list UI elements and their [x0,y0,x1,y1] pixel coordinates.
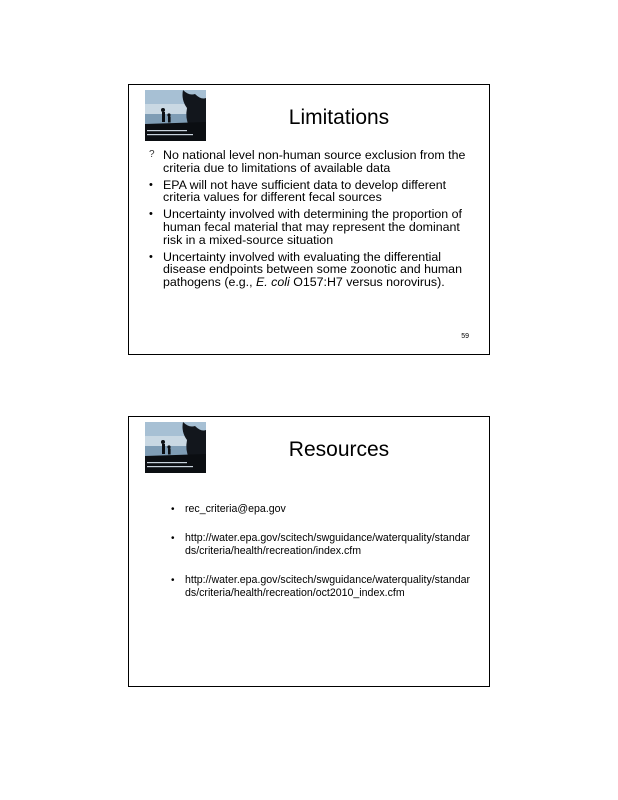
bullet-item [149,149,481,175]
slide-resources [128,416,490,687]
resource-link-item[interactable] [171,532,471,558]
lake-logo-image [145,422,206,473]
bullet-marker: • [171,504,175,515]
lake-logo-image [145,90,206,141]
bullet-marker: • [171,533,175,544]
slide-title: Limitations [288,106,390,129]
bullet-marker: • [171,575,175,586]
bullet-text: EPA will not have sufficient data to develop different criteria values for different fecal sources [163,177,447,205]
bullet-marker: • [149,178,153,191]
resource-link-list [171,503,471,616]
resource-link-item[interactable] [171,574,471,600]
bullet-marker: • [149,250,153,263]
url-link[interactable]: http://water.epa.gov/scitech/swguidance/waterquality/standards/criteria/health/recreation/index.cfm [185,532,471,557]
resource-link-item[interactable] [171,503,471,516]
bullet-marker: ? [149,149,155,160]
bullet-list [149,149,481,293]
bullet-item [149,208,481,246]
page-number: 59 [461,333,469,340]
bullet-text-start: Uncertainty involved with evaluating the differential disease endpoints between some zoonotic and human pathogens (e.g., [163,249,462,290]
bullet-item [149,251,481,289]
slide-limitations [128,84,490,355]
bullet-text-end: O157:H7 versus norovirus). [289,275,445,290]
bullet-text-italic: E. coli [256,275,290,290]
slide-title: Resources [288,438,390,461]
bullet-text: Uncertainty involved with determining the proportion of human fecal material that may represent the dominant risk in a mixed-source situation [163,207,462,247]
email-link[interactable]: rec_criteria@epa.gov [185,503,286,515]
bullet-marker: • [149,208,153,221]
bullet-text: No national level non-human source exclusion from the criteria due to limitations of available data [163,148,466,175]
url-link[interactable]: http://water.epa.gov/scitech/swguidance/waterquality/standards/criteria/health/recreation/oct2010_index.cfm [185,574,471,599]
bullet-item [149,179,481,205]
